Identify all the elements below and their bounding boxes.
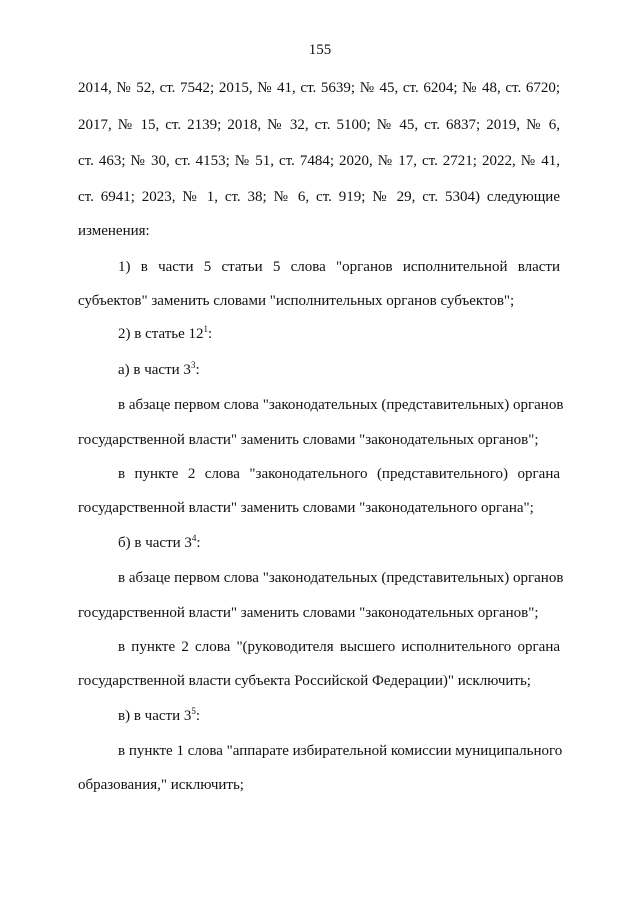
text-line: в пункте 2 слова "законодательного (представительного) органа [118,466,560,482]
text-line: в абзаце первом слова "законодательных (представительных) органов [118,570,564,586]
text-line: государственной власти" заменить словами "законодательных органов"; [78,605,539,621]
superscript: 3 [190,360,196,370]
text-suffix: : [195,362,200,378]
text-line: в пункте 2 слова "(руководителя высшего исполнительного органа [118,639,560,655]
text-suffix: : [196,535,201,551]
text-line: 2014, № 52, ст. 7542; 2015, № 41, ст. 5639; № 45, ст. 6204; № 48, ст. 6720; [78,80,560,96]
text-line: государственной власти" заменить словами "законодательных органов"; [78,432,539,448]
text-suffix: : [195,708,201,724]
page-number: 155 [308,42,332,58]
text-line: ст. 6941; 2023, № 1, ст. 38; № 6, ст. 919; № 29, ст. 5304) следующие [78,189,560,205]
superscript: 4 [191,533,197,543]
text-line: 2017, № 15, ст. 2139; 2018, № 32, ст. 5100; № 45, ст. 6837; 2019, № 6, [78,117,560,133]
text-main: в) в части 3 [118,708,192,724]
text-suffix: : [208,326,213,342]
text-line-with-sup [118,361,560,379]
text-line: образования," исключить; [78,777,244,793]
text-main: 2) в статье 12 [118,326,204,342]
text-line: субъектов" заменить словами "исполнительных органов субъектов"; [78,293,515,309]
text-line: государственной власти субъекта Российской Федерации)" исключить; [78,673,531,689]
text-line: 1) в части 5 статьи 5 слова "органов исполнительной власти [118,259,560,275]
text-line-with-sup [118,707,560,725]
text-line: государственной власти" заменить словами "законодательного органа"; [78,500,534,516]
superscript: 1 [203,324,209,334]
text-line: ст. 463; № 30, ст. 4153; № 51, ст. 7484; 2020, № 17, ст. 2721; 2022, № 41, [78,153,560,169]
text-line-with-sup [118,325,560,343]
superscript: 5 [191,706,196,716]
text-line: в абзаце первом слова "законодательных (представительных) органов [118,397,564,413]
text-line-with-sup [118,534,560,552]
text-main: а) в части 3 [118,362,191,378]
text-line: в пункте 1 слова "аппарате избирательной комиссии муниципального [118,743,563,759]
text-main: б) в части 3 [118,535,192,551]
text-line: изменения: [78,223,150,239]
